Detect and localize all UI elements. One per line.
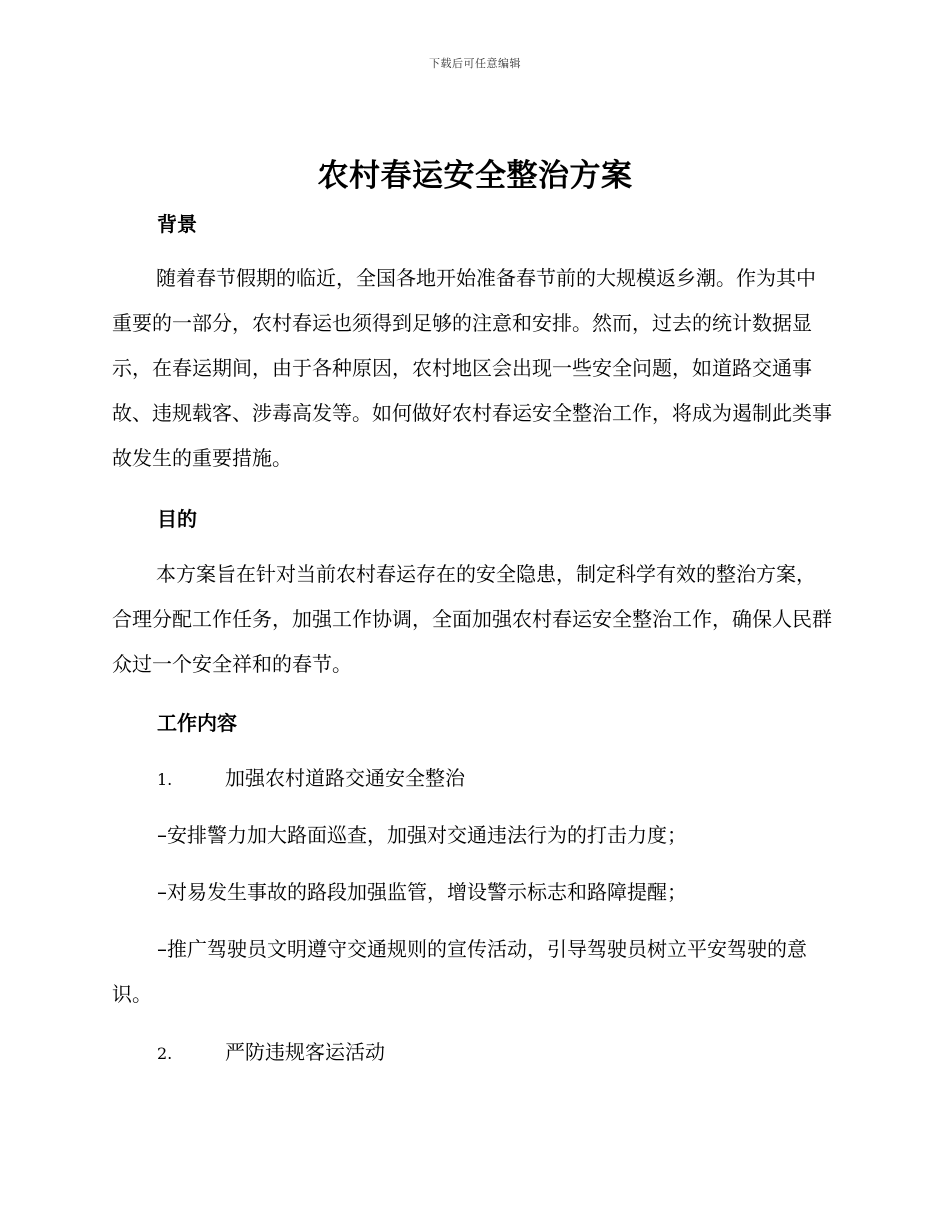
work-item-number: 2. <box>157 1044 173 1063</box>
background-paragraph: 随着春节假期的临近，全国各地开始准备春节前的大规模返乡潮。作为其中重要的一部分，农村春运也须得到足够的注意和安排。然而，过去的统计数据显示，在春运期间，由于各种原因，农村地区会出现一些安全问题，如道路交通事故、违规载客、涉毒高发等。如何做好农村春运安全整治工作，将成为遏制此类事故发生的重要措施。 <box>112 266 832 470</box>
work-item-text: 严防违规客运活动 <box>225 1040 385 1064</box>
section-heading-work: 工作内容 <box>157 711 237 735</box>
section-heading-background: 背景 <box>157 212 197 236</box>
section-heading-purpose: 目的 <box>157 507 197 531</box>
document-title: 农村春运安全整治方案 <box>317 158 633 194</box>
work-item-1-bullet-2: –对易发生事故的路段加强监管，增设警示标志和路障提醒； <box>157 880 687 904</box>
work-item-1-bullet-3: –推广驾驶员文明遵守交通规则的宣传活动，引导驾驶员树立平安驾驶的意识。 <box>112 937 807 1006</box>
work-item-text: 加强农村道路交通安全整治 <box>225 766 465 790</box>
work-item-2 <box>157 1037 385 1067</box>
header-note: 下载后可任意编辑 <box>429 57 521 70</box>
purpose-paragraph: 本方案旨在针对当前农村春运存在的安全隐患，制定科学有效的整治方案，合理分配工作任务，加强工作协调，全面加强农村春运安全整治工作，确保人民群众过一个安全祥和的春节。 <box>112 562 832 676</box>
work-item-1-bullet-1: –安排警力加大路面巡查，加强对交通违法行为的打击力度； <box>157 823 687 847</box>
work-item-1 <box>157 763 465 793</box>
work-item-number: 1. <box>157 770 173 789</box>
